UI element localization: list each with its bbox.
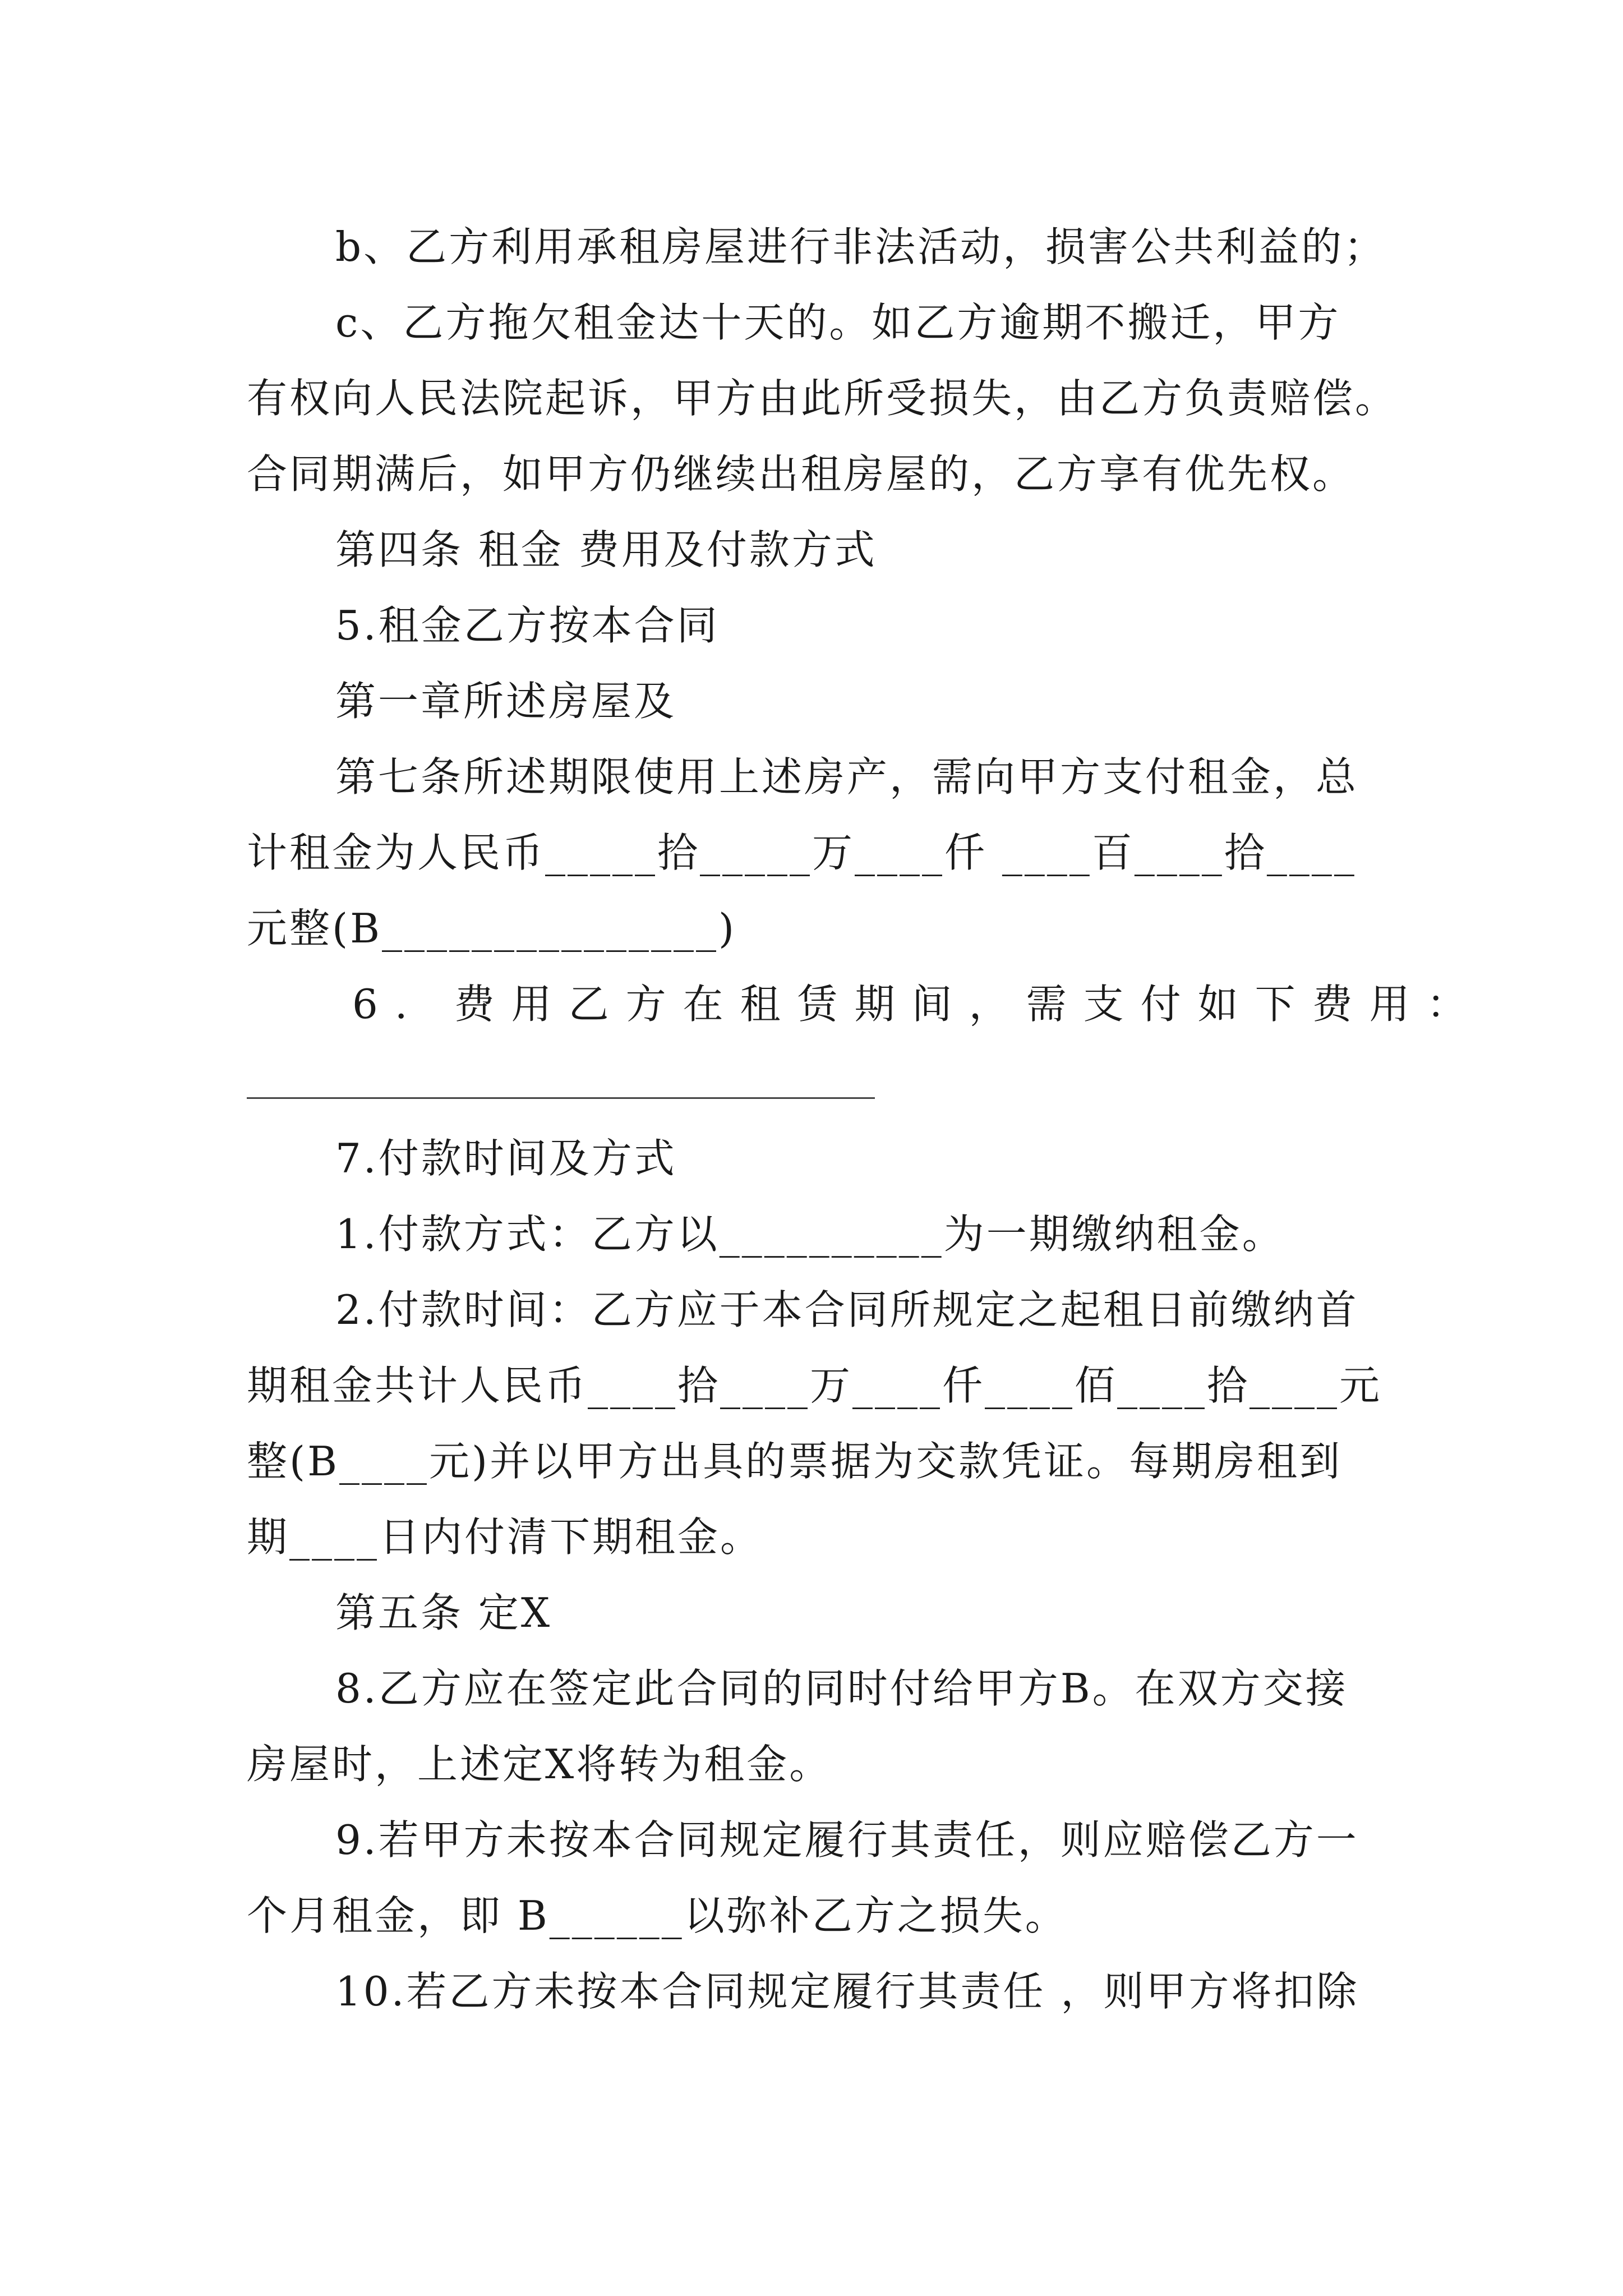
fill-in-blank-line bbox=[247, 1097, 875, 1099]
paragraph-line: 房屋时，上述定X将转为租金。 bbox=[247, 1741, 832, 1788]
paragraph-line: 期租金共计人民币____拾____万____仟____佰____拾____元 bbox=[247, 1362, 1382, 1409]
party-b-breach-item: 10.若乙方未按本合同规定履行其责任 ，则甲方将扣除 bbox=[335, 1968, 1359, 2015]
payment-time: 2.付款时间：乙方应于本合同所规定之起租日前缴纳首 bbox=[335, 1286, 1359, 1333]
rent-total-line: 元整(B_______________) bbox=[247, 905, 737, 952]
paragraph-line: 个月租金，即 B______以弥补乙方之损失。 bbox=[247, 1892, 1068, 1939]
deposit-item: 8.乙方应在签定此合同的同时付给甲方B。在双方交接 bbox=[335, 1665, 1348, 1712]
fees-item: 6. 费用乙方在租赁期间，需支付如下费用： bbox=[352, 981, 1484, 1028]
clause-c: c、乙方拖欠租金达十天的。如乙方逾期不搬迁，甲方 bbox=[335, 299, 1341, 346]
rent-item: 5.租金乙方按本合同 bbox=[335, 602, 720, 649]
paragraph-line: 期____日内付清下期租金。 bbox=[247, 1513, 763, 1561]
payment-heading: 7.付款时间及方式 bbox=[335, 1135, 677, 1182]
article-five-heading: 第五条 定X bbox=[335, 1589, 552, 1636]
clause-b: b、乙方利用承租房屋进行非法活动，损害公共利益的； bbox=[335, 223, 1387, 270]
paragraph-line: 有权向人民法院起诉，甲方由此所受损失，由乙方负责赔偿。 bbox=[247, 375, 1398, 422]
paragraph-line: 整(B____元)并以甲方出具的票据为交款凭证。每期房租到 bbox=[247, 1438, 1343, 1485]
payment-method: 1.付款方式：乙方以__________为一期缴纳租金。 bbox=[335, 1211, 1285, 1258]
article-four-heading: 第四条 租金 费用及付款方式 bbox=[335, 526, 877, 573]
party-a-breach-item: 9.若甲方未按本合同规定履行其责任，则应赔偿乙方一 bbox=[335, 1816, 1359, 1864]
paragraph-line: 合同期满后，如甲方仍继续出租房屋的，乙方享有优先权。 bbox=[247, 450, 1355, 498]
paragraph-line: 第七条所述期限使用上述房产，需向甲方支付租金，总 bbox=[335, 753, 1359, 800]
rent-amount-line: 计租金为人民币_____拾_____万____仟 ____百____拾____ bbox=[247, 829, 1357, 876]
paragraph-line: 第一章所述房屋及 bbox=[335, 678, 677, 725]
